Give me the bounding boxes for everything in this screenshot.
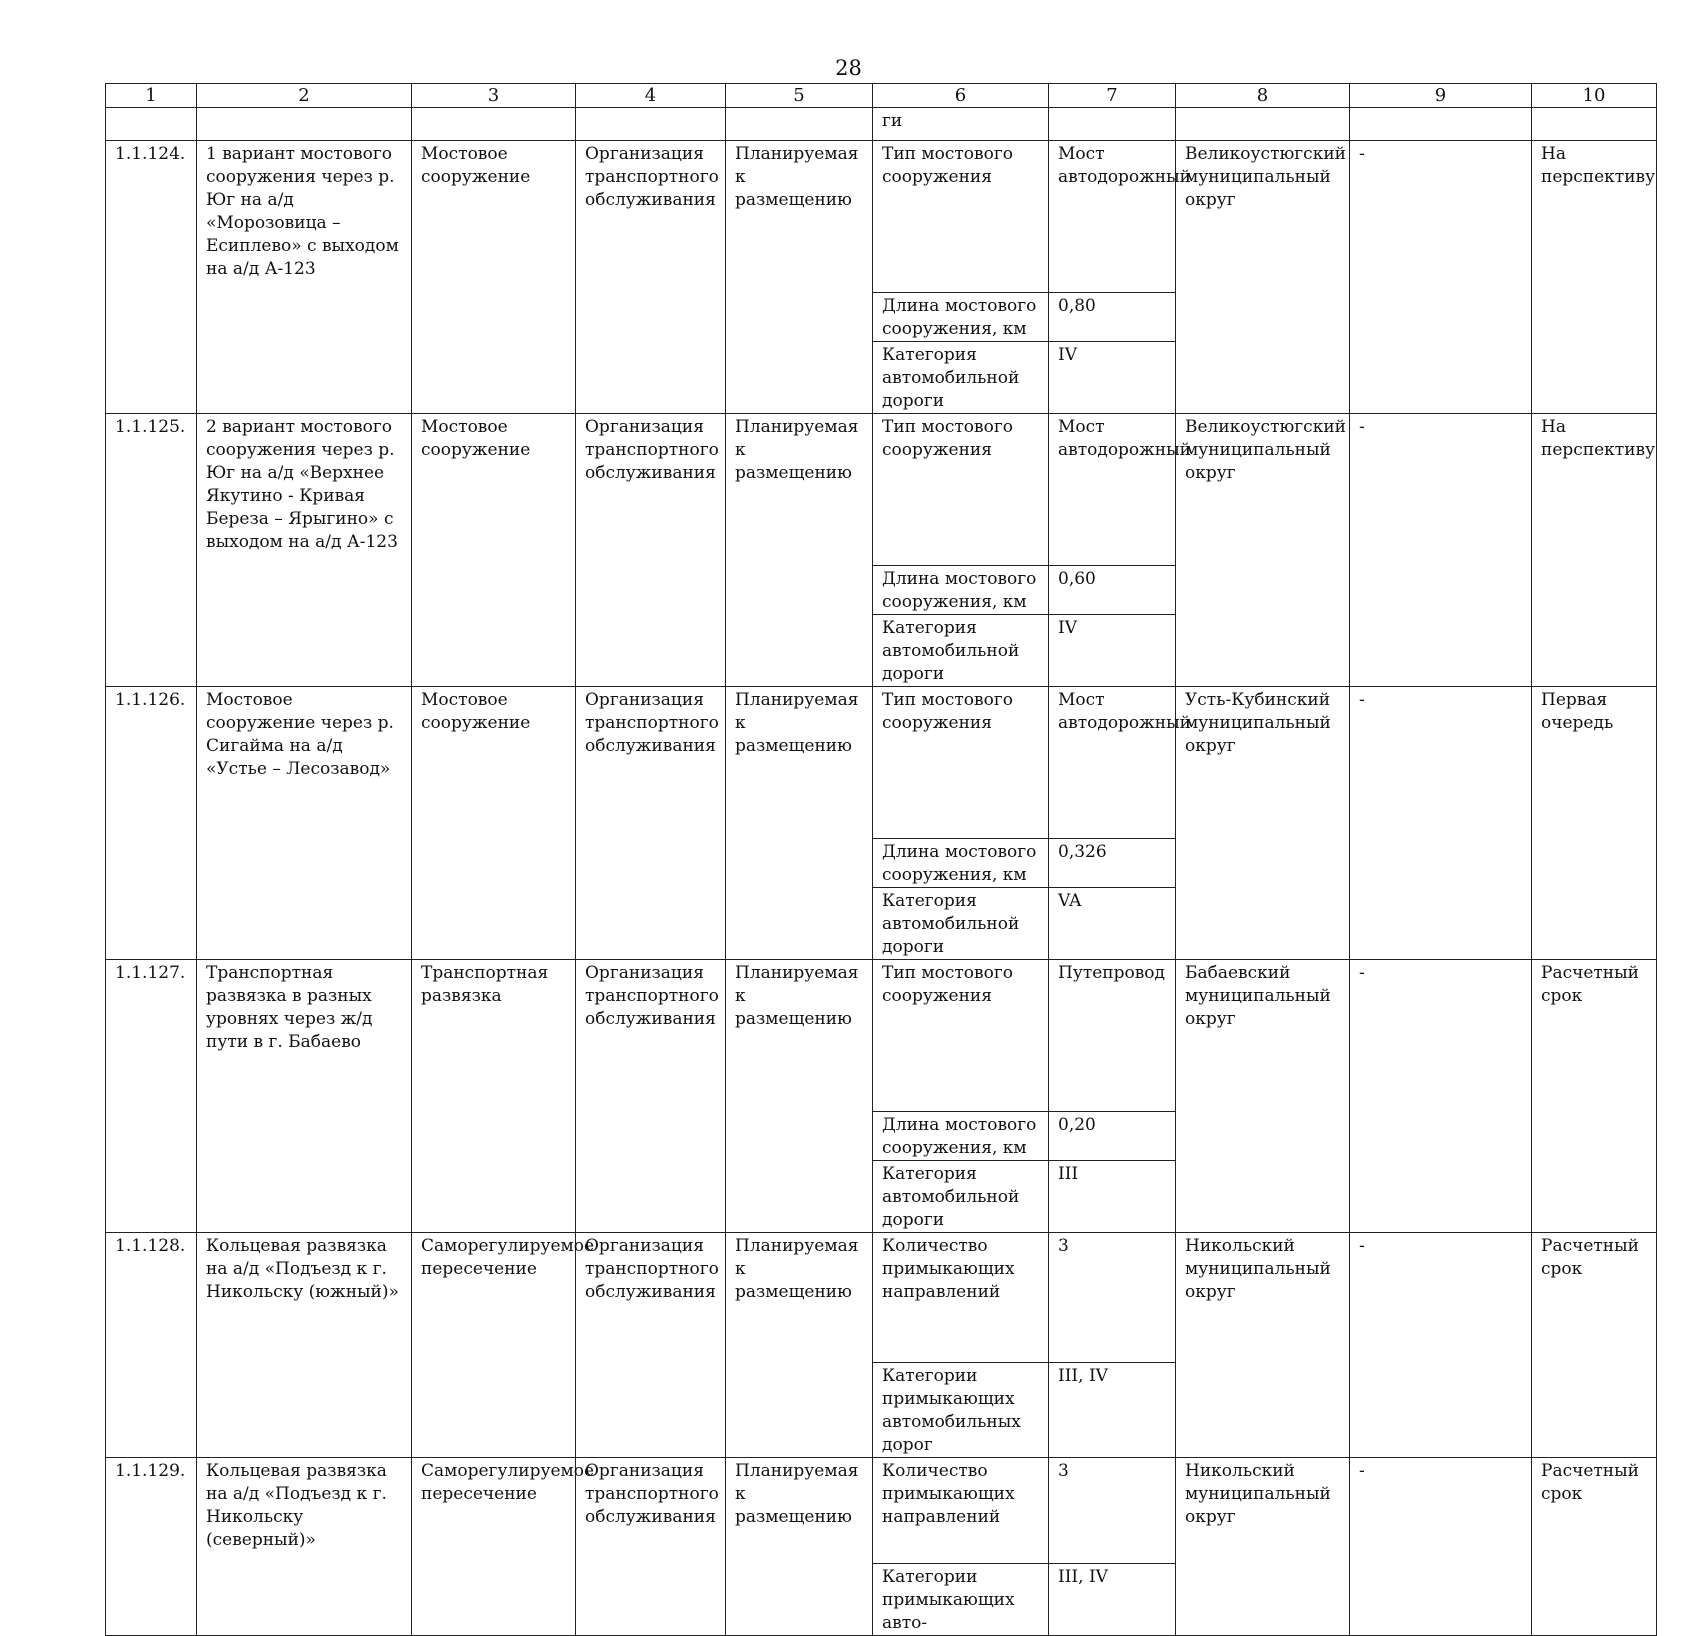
param-label: Количество примыкающих направлений xyxy=(873,1458,1049,1564)
object-name: 2 вариант мостового сооружения через р. Юг на а/д «Верхнее Якутино - Кривая Береза – Ярыгино» с выходом на а/д А-123 xyxy=(197,414,412,687)
object-name: Кольцевая развязка на а/д «Подъезд к г. Никольску (южный)» xyxy=(197,1233,412,1458)
param-value: 0,60 xyxy=(1049,566,1176,615)
table-cell xyxy=(726,108,873,141)
object-zone: - xyxy=(1350,414,1532,687)
param-value: III, IV xyxy=(1049,1363,1176,1458)
object-term: Расчетный срок xyxy=(1532,1458,1657,1636)
table-cell xyxy=(1049,108,1176,141)
object-name: 1 вариант мостового сооружения через р. Юг на а/д «Морозовица – Есиплево» с выходом на а/д А-123 xyxy=(197,141,412,414)
object-status: Планируемая к размещению xyxy=(726,1458,873,1636)
object-type: Саморегулируемое пересечение xyxy=(412,1233,576,1458)
param-label: Тип мостового сооружения xyxy=(873,687,1049,839)
object-location: Великоустюгский муниципальный округ xyxy=(1176,414,1350,687)
row-number: 1.1.125. xyxy=(106,414,197,687)
table-cell xyxy=(1350,108,1532,141)
param-label: Категория автомобильной дороги xyxy=(873,342,1049,414)
object-location: Усть-Кубинский муниципальный округ xyxy=(1176,687,1350,960)
column-number: 8 xyxy=(1176,84,1350,108)
table-cell xyxy=(106,108,197,141)
object-term: Расчетный срок xyxy=(1532,960,1657,1233)
param-value: 3 xyxy=(1049,1233,1176,1363)
object-type: Транспортная развязка xyxy=(412,960,576,1233)
param-label: ги xyxy=(873,108,1049,141)
column-number: 10 xyxy=(1532,84,1657,108)
row-number: 1.1.128. xyxy=(106,1233,197,1458)
object-name: Кольцевая развязка на а/д «Подъезд к г. Никольску (северный)» xyxy=(197,1458,412,1636)
param-label: Длина мостового сооружения, км xyxy=(873,293,1049,342)
row-number: 1.1.124. xyxy=(106,141,197,414)
object-term: Первая очередь xyxy=(1532,687,1657,960)
column-number: 9 xyxy=(1350,84,1532,108)
object-type: Мостовое сооружение xyxy=(412,687,576,960)
table-row xyxy=(106,687,1657,839)
object-location: Бабаевский муниципальный округ xyxy=(1176,960,1350,1233)
object-status: Планируемая к размещению xyxy=(726,960,873,1233)
row-number: 1.1.126. xyxy=(106,687,197,960)
param-label: Тип мостового сооружения xyxy=(873,960,1049,1112)
table-row xyxy=(106,960,1657,1112)
table-cell xyxy=(1176,108,1350,141)
param-label: Тип мостового сооружения xyxy=(873,414,1049,566)
param-value: III, IV xyxy=(1049,1564,1176,1636)
object-purpose: Организация транспортного обслуживания xyxy=(576,1233,726,1458)
column-number-row xyxy=(106,84,1657,108)
param-value: VA xyxy=(1049,888,1176,960)
table-row xyxy=(106,141,1657,293)
param-label: Категория автомобильной дороги xyxy=(873,888,1049,960)
param-label: Длина мостового сооружения, км xyxy=(873,1112,1049,1161)
object-location: Никольский муниципальный округ xyxy=(1176,1233,1350,1458)
object-type: Саморегулируемое пересечение xyxy=(412,1458,576,1636)
object-term: Расчетный срок xyxy=(1532,1233,1657,1458)
param-value: 3 xyxy=(1049,1458,1176,1564)
object-zone: - xyxy=(1350,141,1532,414)
param-label: Категории примыкающих авто- xyxy=(873,1564,1049,1636)
object-zone: - xyxy=(1350,1458,1532,1636)
column-number: 1 xyxy=(106,84,197,108)
param-value: III xyxy=(1049,1161,1176,1233)
object-purpose: Организация транспортного обслуживания xyxy=(576,960,726,1233)
object-name: Транспортная развязка в разных уровнях через ж/д пути в г. Бабаево xyxy=(197,960,412,1233)
object-purpose: Организация транспортного обслуживания xyxy=(576,141,726,414)
object-name: Мостовое сооружение через р. Сигайма на а/д «Устье – Лесозавод» xyxy=(197,687,412,960)
table-cell xyxy=(1532,108,1657,141)
page-number: 28 xyxy=(835,56,862,80)
object-location: Никольский муниципальный округ xyxy=(1176,1458,1350,1636)
param-value: IV xyxy=(1049,342,1176,414)
param-value: Мост автодорожный xyxy=(1049,687,1176,839)
table-cell xyxy=(412,108,576,141)
param-label: Категория автомобильной дороги xyxy=(873,615,1049,687)
column-number: 5 xyxy=(726,84,873,108)
param-label: Длина мостового сооружения, км xyxy=(873,566,1049,615)
table-cell xyxy=(197,108,412,141)
param-value: Мост автодорожный xyxy=(1049,414,1176,566)
object-status: Планируемая к размещению xyxy=(726,1233,873,1458)
object-zone: - xyxy=(1350,687,1532,960)
column-number: 7 xyxy=(1049,84,1176,108)
object-type: Мостовое сооружение xyxy=(412,414,576,687)
table-row xyxy=(106,414,1657,566)
param-value: IV xyxy=(1049,615,1176,687)
object-status: Планируемая к размещению xyxy=(726,687,873,960)
objects-table xyxy=(105,83,1657,1636)
continuation-row xyxy=(106,108,1657,141)
param-value: 0,326 xyxy=(1049,839,1176,888)
object-term: На перспективу xyxy=(1532,141,1657,414)
param-label: Категории примыкающих автомобильных дорог xyxy=(873,1363,1049,1458)
column-number: 6 xyxy=(873,84,1049,108)
table-cell xyxy=(576,108,726,141)
param-label: Категория автомобильной дороги xyxy=(873,1161,1049,1233)
object-purpose: Организация транспортного обслуживания xyxy=(576,1458,726,1636)
object-purpose: Организация транспортного обслуживания xyxy=(576,414,726,687)
column-number: 2 xyxy=(197,84,412,108)
object-zone: - xyxy=(1350,1233,1532,1458)
row-number: 1.1.129. xyxy=(106,1458,197,1636)
table-row xyxy=(106,1458,1657,1564)
object-term: На перспективу xyxy=(1532,414,1657,687)
object-zone: - xyxy=(1350,960,1532,1233)
param-value: 0,20 xyxy=(1049,1112,1176,1161)
param-label: Длина мостового сооружения, км xyxy=(873,839,1049,888)
object-status: Планируемая к размещению xyxy=(726,414,873,687)
param-value: Мост автодорожный xyxy=(1049,141,1176,293)
object-purpose: Организация транспортного обслуживания xyxy=(576,687,726,960)
table-row xyxy=(106,1233,1657,1363)
param-label: Количество примыкающих направлений xyxy=(873,1233,1049,1363)
param-value: Путепровод xyxy=(1049,960,1176,1112)
object-status: Планируемая к размещению xyxy=(726,141,873,414)
column-number: 4 xyxy=(576,84,726,108)
param-label: Тип мостового сооружения xyxy=(873,141,1049,293)
object-type: Мостовое сооружение xyxy=(412,141,576,414)
column-number: 3 xyxy=(412,84,576,108)
object-location: Великоустюгский муниципальный округ xyxy=(1176,141,1350,414)
param-value: 0,80 xyxy=(1049,293,1176,342)
row-number: 1.1.127. xyxy=(106,960,197,1233)
